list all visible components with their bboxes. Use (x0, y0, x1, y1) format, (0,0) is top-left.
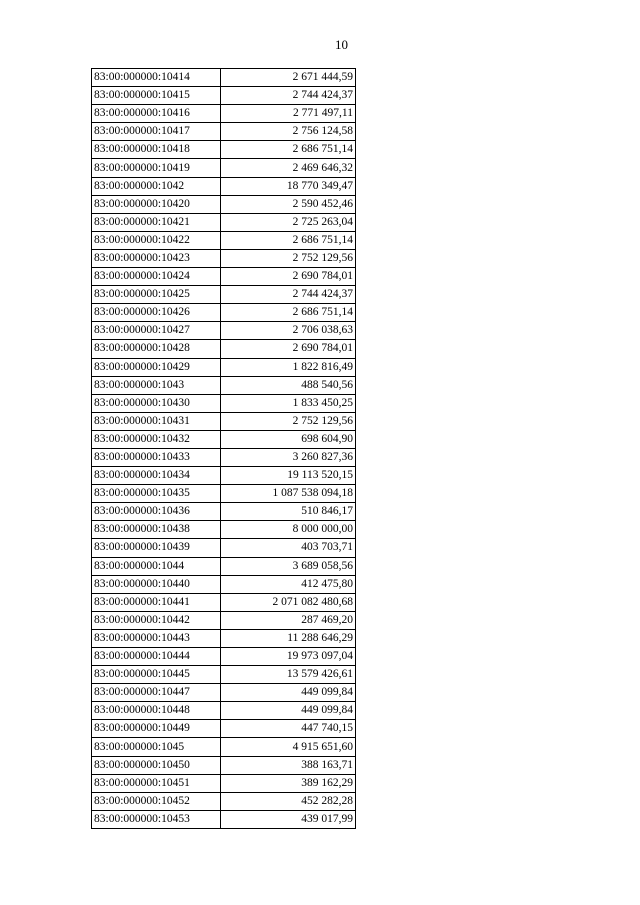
cadastral-value-cell: 13 579 426,61 (221, 666, 356, 684)
cadastral-number-cell: 83:00:000000:10447 (92, 684, 221, 702)
cadastral-value-cell: 1 087 538 094,18 (221, 485, 356, 503)
cadastral-number-cell: 83:00:000000:10450 (92, 756, 221, 774)
table-row (92, 249, 356, 267)
table-row (92, 593, 356, 611)
cadastral-value-cell: 3 689 058,56 (221, 557, 356, 575)
cadastral-number-cell: 83:00:000000:10448 (92, 702, 221, 720)
cadastral-value-cell: 2 690 784,01 (221, 268, 356, 286)
table-row (92, 702, 356, 720)
table-row (92, 177, 356, 195)
table-row (92, 521, 356, 539)
cadastral-value-cell: 2 771 497,11 (221, 105, 356, 123)
cadastral-number-cell: 83:00:000000:10423 (92, 249, 221, 267)
table-row (92, 412, 356, 430)
cadastral-number-cell: 83:00:000000:10435 (92, 485, 221, 503)
cadastral-value-cell: 1 822 816,49 (221, 358, 356, 376)
table-row (92, 231, 356, 249)
table-row (92, 666, 356, 684)
table-row (92, 376, 356, 394)
table-row (92, 485, 356, 503)
table-row (92, 159, 356, 177)
cadastral-number-cell: 83:00:000000:10432 (92, 430, 221, 448)
table-row (92, 268, 356, 286)
cadastral-number-cell: 83:00:000000:10444 (92, 648, 221, 666)
cadastral-number-cell: 83:00:000000:10428 (92, 340, 221, 358)
cadastral-value-cell: 403 703,71 (221, 539, 356, 557)
cadastral-number-cell: 83:00:000000:10452 (92, 792, 221, 810)
table-row (92, 720, 356, 738)
table-row (92, 105, 356, 123)
cadastral-number-cell: 83:00:000000:10436 (92, 503, 221, 521)
cadastral-number-cell: 83:00:000000:1044 (92, 557, 221, 575)
cadastral-number-cell: 83:00:000000:10424 (92, 268, 221, 286)
cadastral-number-cell: 83:00:000000:10427 (92, 322, 221, 340)
cadastral-value-cell: 2 690 784,01 (221, 340, 356, 358)
table-row (92, 539, 356, 557)
table-row (92, 213, 356, 231)
cadastral-value-cell: 2 469 646,32 (221, 159, 356, 177)
cadastral-value-cell: 449 099,84 (221, 684, 356, 702)
cadastral-number-cell: 83:00:000000:10419 (92, 159, 221, 177)
cadastral-value-cell: 19 973 097,04 (221, 648, 356, 666)
cadastral-value-cell: 412 475,80 (221, 575, 356, 593)
cadastral-value-cell: 2 725 263,04 (221, 213, 356, 231)
cadastral-value-cell: 2 756 124,58 (221, 123, 356, 141)
table-row (92, 575, 356, 593)
cadastral-number-cell: 83:00:000000:10445 (92, 666, 221, 684)
cadastral-number-cell: 83:00:000000:10434 (92, 467, 221, 485)
page-number: 10 (335, 37, 348, 52)
table-body (92, 69, 356, 829)
cadastral-number-cell: 83:00:000000:10440 (92, 575, 221, 593)
cadastral-value-cell: 452 282,28 (221, 792, 356, 810)
table-row (92, 792, 356, 810)
cadastral-value-cell: 389 162,29 (221, 774, 356, 792)
cadastral-value-cell: 388 163,71 (221, 756, 356, 774)
cadastral-number-cell: 83:00:000000:10415 (92, 87, 221, 105)
table-row (92, 394, 356, 412)
cadastral-value-cell: 488 540,56 (221, 376, 356, 394)
cadastral-number-cell: 83:00:000000:10430 (92, 394, 221, 412)
cadastral-value-cell: 8 000 000,00 (221, 521, 356, 539)
cadastral-number-cell: 83:00:000000:10417 (92, 123, 221, 141)
cadastral-number-cell: 83:00:000000:10453 (92, 810, 221, 828)
cadastral-value-cell: 439 017,99 (221, 810, 356, 828)
table-row (92, 195, 356, 213)
cadastral-value-cell: 1 833 450,25 (221, 394, 356, 412)
table-row (92, 141, 356, 159)
cadastral-number-cell: 83:00:000000:10439 (92, 539, 221, 557)
cadastral-value-cell: 287 469,20 (221, 611, 356, 629)
table-row (92, 340, 356, 358)
cadastral-value-cell: 2 744 424,37 (221, 87, 356, 105)
table-row (92, 430, 356, 448)
cadastral-number-cell: 83:00:000000:10443 (92, 629, 221, 647)
cadastral-number-cell: 83:00:000000:10442 (92, 611, 221, 629)
cadastral-number-cell: 83:00:000000:10431 (92, 412, 221, 430)
cadastral-number-cell: 83:00:000000:10426 (92, 304, 221, 322)
cadastral-number-cell: 83:00:000000:10433 (92, 448, 221, 466)
table-row (92, 810, 356, 828)
table-row (92, 611, 356, 629)
cadastral-value-cell: 3 260 827,36 (221, 448, 356, 466)
cadastral-number-cell: 83:00:000000:10422 (92, 231, 221, 249)
table-row (92, 503, 356, 521)
table-row (92, 629, 356, 647)
table-row (92, 286, 356, 304)
table-row (92, 358, 356, 376)
cadastral-value-cell: 2 590 452,46 (221, 195, 356, 213)
cadastral-value-cell: 19 113 520,15 (221, 467, 356, 485)
cadastral-value-cell: 447 740,15 (221, 720, 356, 738)
table-row (92, 756, 356, 774)
cadastral-value-cell: 18 770 349,47 (221, 177, 356, 195)
cadastral-value-cell: 2 706 038,63 (221, 322, 356, 340)
cadastral-value-cell: 698 604,90 (221, 430, 356, 448)
table-row (92, 557, 356, 575)
table-row (92, 87, 356, 105)
table-row (92, 304, 356, 322)
cadastral-value-cell: 2 671 444,59 (221, 69, 356, 87)
cadastral-value-cell: 4 915 651,60 (221, 738, 356, 756)
cadastral-value-cell: 2 752 129,56 (221, 412, 356, 430)
cadastral-value-cell: 2 686 751,14 (221, 231, 356, 249)
cadastral-number-cell: 83:00:000000:10438 (92, 521, 221, 539)
cadastral-value-cell: 2 752 129,56 (221, 249, 356, 267)
cadastral-value-cell: 449 099,84 (221, 702, 356, 720)
cadastral-value-cell: 2 686 751,14 (221, 141, 356, 159)
cadastral-number-cell: 83:00:000000:10416 (92, 105, 221, 123)
cadastral-value-cell: 2 744 424,37 (221, 286, 356, 304)
cadastral-number-cell: 83:00:000000:10414 (92, 69, 221, 87)
table-row (92, 467, 356, 485)
table-row (92, 684, 356, 702)
cadastral-number-cell: 83:00:000000:10449 (92, 720, 221, 738)
table-row (92, 322, 356, 340)
cadastral-number-cell: 83:00:000000:10429 (92, 358, 221, 376)
cadastral-value-cell: 11 288 646,29 (221, 629, 356, 647)
cadastral-number-cell: 83:00:000000:10418 (92, 141, 221, 159)
table-row (92, 123, 356, 141)
cadastral-value-cell: 510 846,17 (221, 503, 356, 521)
table-row (92, 648, 356, 666)
cadastral-number-cell: 83:00:000000:1043 (92, 376, 221, 394)
table-row (92, 774, 356, 792)
cadastral-value-table (91, 68, 356, 829)
cadastral-number-cell: 83:00:000000:10425 (92, 286, 221, 304)
cadastral-number-cell: 83:00:000000:10421 (92, 213, 221, 231)
cadastral-number-cell: 83:00:000000:10420 (92, 195, 221, 213)
cadastral-value-cell: 2 686 751,14 (221, 304, 356, 322)
cadastral-number-cell: 83:00:000000:10441 (92, 593, 221, 611)
table-row (92, 448, 356, 466)
table-row (92, 69, 356, 87)
cadastral-number-cell: 83:00:000000:10451 (92, 774, 221, 792)
table-row (92, 738, 356, 756)
cadastral-value-cell: 2 071 082 480,68 (221, 593, 356, 611)
cadastral-number-cell: 83:00:000000:1042 (92, 177, 221, 195)
cadastral-number-cell: 83:00:000000:1045 (92, 738, 221, 756)
